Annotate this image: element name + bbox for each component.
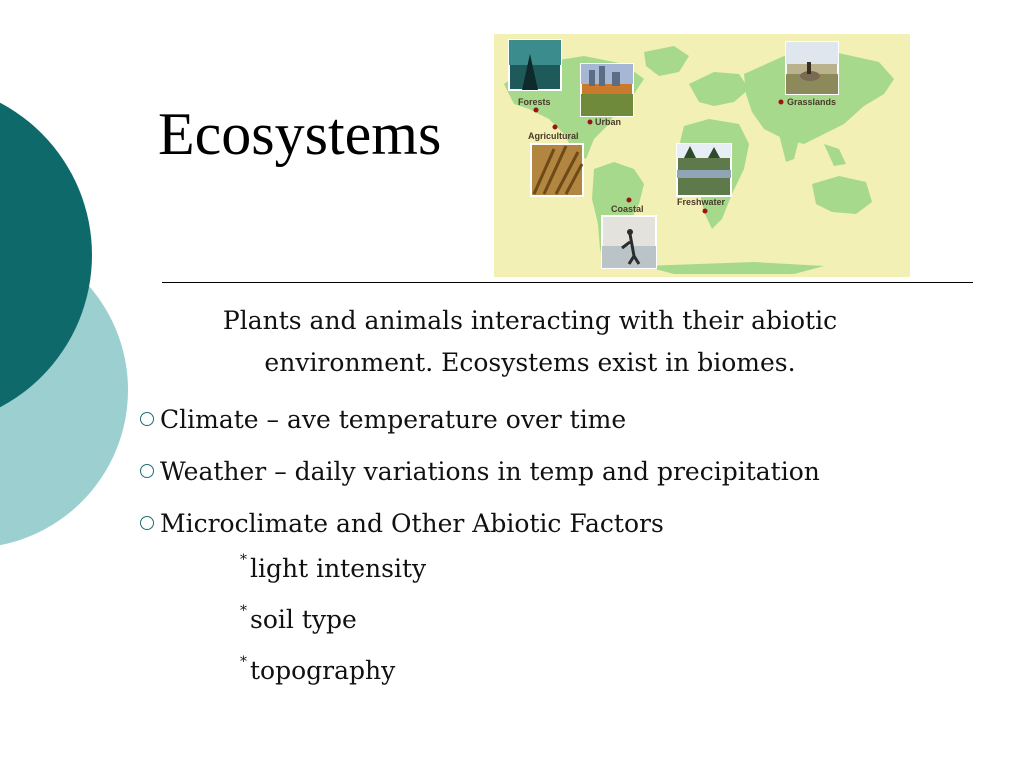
slide-title: Ecosystems <box>158 101 442 167</box>
coastal-label: Coastal <box>611 204 644 214</box>
intro-line: environment. Ecosystems exist in biomes. <box>264 348 796 377</box>
agricultural-marker <box>553 125 558 130</box>
forests-label: Forests <box>518 97 551 107</box>
bullet-text: Climate – ave temperature over time <box>160 404 627 434</box>
forests-photo <box>509 40 561 90</box>
bullet-item-climate <box>140 393 820 445</box>
hollow-circle-bullet-icon <box>140 464 154 478</box>
decorative-circles <box>0 0 140 560</box>
grasslands-photo <box>786 42 838 94</box>
sub-item-soil-type <box>240 594 426 645</box>
sub-item-list <box>240 543 426 696</box>
intro-paragraph <box>180 300 880 384</box>
grasslands-marker <box>779 100 784 105</box>
hollow-circle-bullet-icon <box>140 412 154 426</box>
forests-marker <box>534 108 539 113</box>
asterisk-marker: * <box>240 653 247 670</box>
urban-label: Urban <box>595 117 622 127</box>
sub-item-text: light intensity <box>250 554 427 583</box>
freshwater-marker <box>703 209 708 214</box>
urban-marker <box>588 120 593 125</box>
hollow-circle-bullet-icon <box>140 516 154 530</box>
agricultural-label: Agricultural <box>528 131 579 141</box>
agricultural-photo <box>531 144 583 196</box>
bullet-text: Microclimate and Other Abiotic Factors <box>160 508 664 538</box>
ecosystems-world-map <box>494 34 910 277</box>
grasslands-label: Grasslands <box>787 97 837 107</box>
freshwater-label: Freshwater <box>677 197 726 207</box>
title-divider <box>162 282 973 283</box>
sub-item-topography <box>240 645 426 696</box>
sub-item-text: topography <box>250 656 396 685</box>
intro-line: Plants and animals interacting with their abiotic <box>222 306 838 335</box>
asterisk-marker: * <box>240 602 247 619</box>
bullet-item-weather <box>140 445 820 497</box>
urban-photo <box>581 64 633 116</box>
bullet-text: Weather – daily variations in temp and precipitation <box>160 456 820 486</box>
freshwater-photo <box>677 144 731 196</box>
bullet-list <box>140 393 820 549</box>
coastal-photo <box>602 216 656 268</box>
sub-item-light-intensity <box>240 543 426 594</box>
coastal-marker <box>627 198 632 203</box>
asterisk-marker: * <box>240 551 247 568</box>
sub-item-text: soil type <box>250 605 357 634</box>
bullet-item-microclimate <box>140 497 820 549</box>
